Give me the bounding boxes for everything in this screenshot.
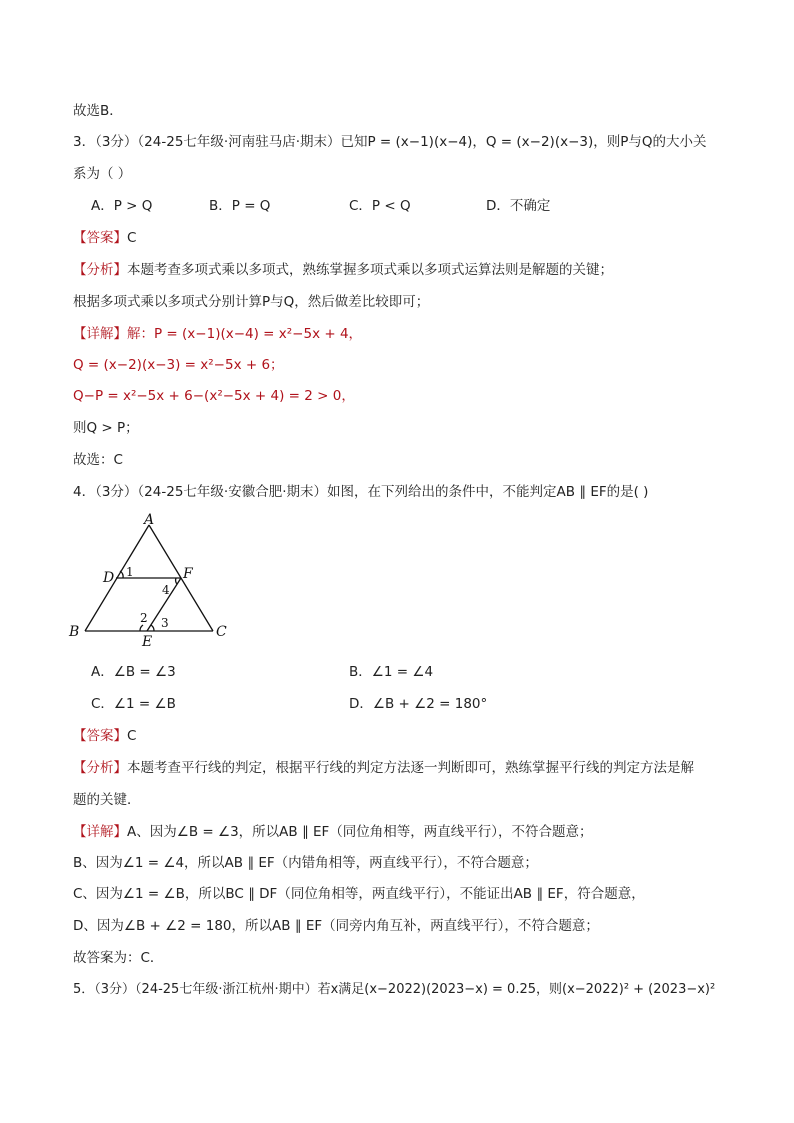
q3-detail-line3: Q−P = x²−5x + 6−(x²−5x + 4) = 2 > 0，: [73, 388, 355, 404]
analysis-tag: 【分析】: [73, 262, 127, 278]
label-c: C: [216, 624, 227, 640]
angle-2-arc: [140, 625, 143, 631]
detail-tag: 【详解】: [73, 824, 127, 840]
q4-analysis: [73, 758, 694, 778]
q3-detail-line4: 则Q > P；: [73, 420, 139, 436]
detail-text: A、因为∠B = ∠3，所以AB ∥ EF（同位角相等，两直线平行），不符合题意；: [127, 824, 593, 840]
q3-option-c: C．P < Q: [349, 198, 411, 214]
label-e: E: [142, 634, 153, 650]
answer-tag: 【答案】: [73, 230, 127, 246]
angle-4-arc: [176, 578, 177, 584]
q3-option-b: B．P = Q: [209, 198, 271, 214]
q3-option-d: D．不确定: [486, 198, 551, 214]
q4-detail: [73, 822, 593, 842]
analysis-text: 本题考查多项式乘以多项式，熟练掌握多项式乘以多项式运算法则是解题的关键；: [127, 262, 613, 278]
label-f: F: [183, 566, 193, 582]
answer-value: C: [127, 230, 137, 246]
q3-stem-line1: 3．（3分）（24-25七年级·河南驻马店·期末）已知P = (x−1)(x−4)，Q = (x−2)(x−3)，则P与Q的大小关: [73, 134, 707, 150]
label-d: D: [103, 570, 115, 586]
triangle-figure: [66, 508, 246, 653]
answer-tag: 【答案】: [73, 728, 127, 744]
q4-detail-line4: D、因为∠B + ∠2 = 180，所以AB ∥ EF（同旁内角互补，两直线平行），不符合题意；: [73, 918, 599, 934]
label-angle-4: 4: [162, 583, 170, 597]
q4-option-a: A．∠B = ∠3: [91, 664, 176, 680]
q4-analysis-line2: 题的关键．: [73, 792, 141, 808]
q4-option-b: B．∠1 = ∠4: [349, 664, 434, 680]
label-a: A: [144, 512, 155, 528]
q3-detail-line2: Q = (x−2)(x−3) = x²−5x + 6；: [73, 357, 284, 373]
label-angle-3: 3: [161, 616, 169, 630]
q3-stem-line2: 系为（ ）: [73, 166, 132, 182]
q4-detail-line2: B、因为∠1 = ∠4，所以AB ∥ EF（内错角相等，两直线平行），不符合题意；: [73, 855, 538, 871]
angle-1-arc: [120, 571, 123, 578]
analysis-text: 本题考查平行线的判定，根据平行线的判定方法逐一判断即可，熟练掌握平行线的判定方法是解: [127, 760, 694, 776]
q4-stem-line1: 4．（3分）（24-25七年级·安徽合肥·期末）如图，在下列给出的条件中，不能判定AB ∥ EF的是( ): [73, 484, 649, 500]
answer-value: C: [127, 728, 137, 744]
q5-stem-line1: 5．（3分）（24-25七年级·浙江杭州·期中）若x满足(x−2022)(2023−x) = 0.25，则(x−2022)² + (2023−x)²: [73, 982, 716, 997]
q3-detail: [73, 324, 362, 344]
q4-answer: [73, 726, 136, 746]
q4-option-d: D．∠B + ∠2 = 180°: [349, 696, 488, 712]
label-angle-2: 2: [140, 611, 148, 625]
label-b: B: [69, 624, 80, 640]
angle-3-arc: [151, 625, 154, 631]
q4-conclusion: 故答案为：C．: [73, 950, 164, 966]
q4-detail-line3: C、因为∠1 = ∠B，所以BC ∥ DF（同位角相等，两直线平行），不能证出AB ∥ EF，符合题意，: [73, 886, 645, 902]
analysis-tag: 【分析】: [73, 760, 127, 776]
q3-answer: [73, 228, 136, 248]
q3-conclusion: 故选：C: [73, 452, 123, 468]
q2-conclusion: 故选B．: [73, 103, 123, 119]
detail-text: 解：P = (x−1)(x−4) = x²−5x + 4，: [127, 326, 363, 342]
q3-analysis-line2: 根据多项式乘以多项式分别计算P与Q，然后做差比较即可；: [73, 294, 430, 310]
detail-tag: 【详解】: [73, 326, 127, 342]
label-angle-1: 1: [126, 565, 134, 579]
q3-analysis: [73, 260, 613, 280]
q3-option-a: A．P > Q: [91, 198, 153, 214]
q4-option-c: C．∠1 = ∠B: [91, 696, 176, 712]
